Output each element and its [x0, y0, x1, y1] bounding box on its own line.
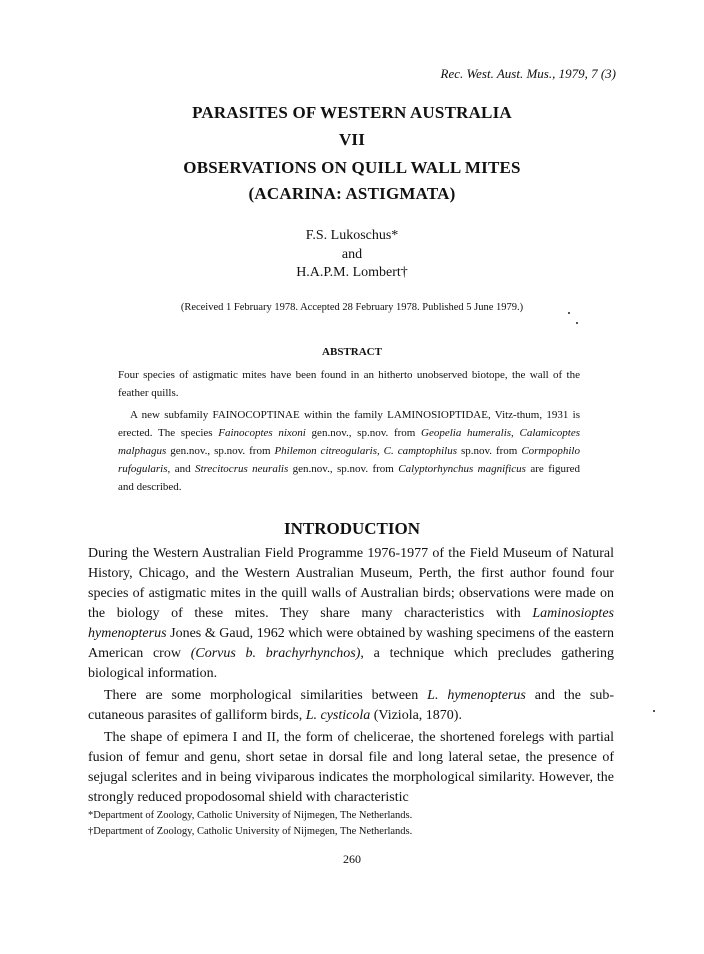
abstract-text: sp.nov. from: [457, 445, 522, 457]
species-name: L. cysticola: [305, 708, 371, 723]
introduction-heading: INTRODUCTION: [283, 519, 421, 538]
introduction-body: [88, 544, 614, 808]
abstract-text: gen.nov., sp.nov. from: [288, 463, 399, 475]
author-2: H.A.P.M. Lombert†: [296, 265, 408, 280]
abstract-text: gen.nov., sp.nov. from: [305, 427, 422, 439]
abstract-text: are figured and described.: [118, 463, 580, 493]
scan-speck: [653, 710, 655, 712]
species-name: Cormpophilo rufogularis: [118, 445, 580, 475]
intro-paragraph-2: [88, 686, 614, 726]
body-text: , a technique which precludes gathering biological information.: [88, 646, 614, 681]
abstract-text: A new subfamily FAINOCOPTINAE within the family LAMINOSIOPTIDAE, Vitz-thum, 1931 is erected. The species: [118, 409, 580, 439]
abstract-paragraph-2: [118, 406, 580, 496]
author-conjunction: and: [341, 247, 363, 262]
body-text: and the sub-cutaneous parasites of galliform birds,: [88, 688, 614, 723]
footnote-2: †Department of Zoology, Catholic University of Nijmegen, The Netherlands.: [88, 826, 413, 837]
title-line-4: (ACARINA: ASTIGMATA): [248, 184, 456, 203]
footnotes: [88, 808, 614, 840]
species-name: Geopelia humeralis, Calamicoptes malphagus: [118, 427, 580, 457]
received-dates: (Received 1 February 1978. Accepted 28 February 1978. Published 5 June 1979.): [180, 302, 524, 313]
body-text: There are some morphological similarities between: [104, 688, 428, 703]
species-name: Calyptorhynchus magnificus: [398, 463, 526, 475]
page-number: 260: [343, 852, 361, 866]
species-name: L. hymenopterus: [427, 688, 526, 703]
footnote-1: *Department of Zoology, Catholic University of Nijmegen, The Netherlands.: [88, 810, 413, 821]
abstract-paragraph-1: Four species of astigmatic mites have been found in an hitherto unobserved biotope, the wall of the feather quills.: [118, 369, 580, 399]
intro-paragraph-3: The shape of epimera I and II, the form of chelicerae, the shortened forelegs with partial fusion of femur and genu, short setae in dorsal file and long lateral setae, the presence of sejugal sclerites and in being viviparous indicates the morphological similarity. However, the strongly reduced propodosomal shield with characteristic: [88, 730, 614, 805]
author-1: F.S. Lukoschus*: [305, 228, 399, 243]
journal-reference: Rec. West. Aust. Mus., 1979, 7 (3): [440, 66, 616, 81]
species-name: Fainocoptes nixoni: [218, 427, 306, 439]
species-name: Philemon citreogularis, C. camptophilus: [274, 445, 457, 457]
body-text: During the Western Australian Field Programme 1976-1977 of the Field Museum of Natural History, Chicago, and the Western Australian Museum, Perth, the first author found four species of astigmatic mites in the quill walls of Australian birds; observations were made on the biology of these mites. They share many characteristics with: [88, 546, 614, 621]
intro-paragraph-1: [88, 544, 614, 684]
species-name: Strecitocrus neuralis: [195, 463, 289, 475]
species-name: (Corvus b. brachyrhynchos): [190, 646, 361, 661]
abstract-text: gen.nov., sp.nov. from: [166, 445, 275, 457]
body-text: (Viziola, 1870).: [370, 708, 462, 723]
abstract-body: [118, 366, 580, 496]
species-name: Laminosioptes hymenopterus: [88, 606, 614, 641]
title-line-2: VII: [338, 130, 366, 149]
scan-speck: [576, 322, 578, 324]
scan-speck: [568, 312, 570, 314]
title-line-1: PARASITES OF WESTERN AUSTRALIA: [192, 103, 512, 122]
body-text: Jones & Gaud, 1962 which were obtained by washing specimens of the eastern American crow: [88, 626, 614, 661]
abstract-heading: ABSTRACT: [322, 346, 382, 358]
title-line-3: OBSERVATIONS ON QUILL WALL MITES: [183, 158, 521, 177]
abstract-text: , and: [167, 463, 195, 475]
